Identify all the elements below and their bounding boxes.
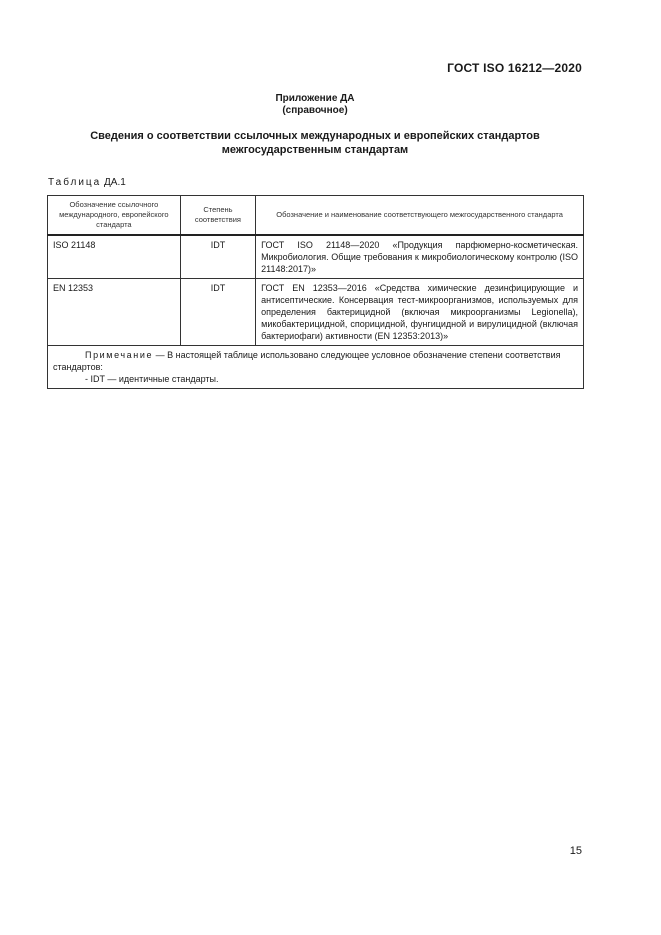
table-row — [48, 279, 584, 346]
table-row — [48, 235, 584, 279]
document-code: ГОСТ ISO 16212—2020 — [447, 61, 582, 75]
annex-subtitle: (справочное) — [282, 105, 348, 116]
table-caption — [48, 177, 126, 188]
header-degree-of-correspondence: Степень соответствия — [180, 196, 255, 236]
table-note-row — [48, 346, 584, 389]
table-note — [48, 346, 584, 389]
correspondence-table — [47, 195, 584, 389]
header-reference-standard: Обозначение ссылочного международного, европейского стандарта — [48, 196, 181, 236]
note-body: — В настоящей таблице использовано следующее условное обозначение степени соответствия стандартов: — [53, 350, 561, 372]
annex-title: Приложение ДА — [275, 93, 355, 104]
annex-heading — [0, 93, 630, 117]
table-caption-label: Таблица — [48, 177, 102, 188]
header-interstate-standard: Обозначение и наименование соответствующего межгосударственного стандарта — [256, 196, 584, 236]
note-label: Примечание — [85, 350, 154, 360]
note-item: - IDT — идентичные стандарты. — [85, 374, 219, 384]
section-title-line1: Сведения о соответствии ссылочных международных и европейских стандартов — [90, 130, 540, 142]
table-header-row — [48, 196, 584, 236]
section-title-line2: межгосударственным стандартам — [221, 144, 409, 156]
cell-interstate-standard: ГОСТ ISO 21148—2020 «Продукция парфюмерно-косметическая. Микробиология. Общие требования к микробиологическому контролю (ISO 21148:2017)» — [256, 235, 584, 279]
section-title — [0, 129, 630, 157]
cell-degree: IDT — [180, 235, 255, 279]
cell-degree: IDT — [180, 279, 255, 346]
table-caption-number: ДА.1 — [104, 177, 126, 188]
cell-reference-standard: ISO 21148 — [48, 235, 181, 279]
cell-interstate-standard: ГОСТ EN 12353—2016 «Средства химические дезинфицирующие и антисептические. Консервация тест-микроорганизмов, используемых для определения бактерицидной (включая микроорганизмы Legionella), микобактерицидной, спорицидной, фунгицидной и вирулицидной (включая бактериофаги) активности (EN 12353:2013)» — [256, 279, 584, 346]
note-text — [53, 349, 578, 373]
cell-reference-standard: EN 12353 — [48, 279, 181, 346]
page-number: 15 — [569, 845, 582, 857]
